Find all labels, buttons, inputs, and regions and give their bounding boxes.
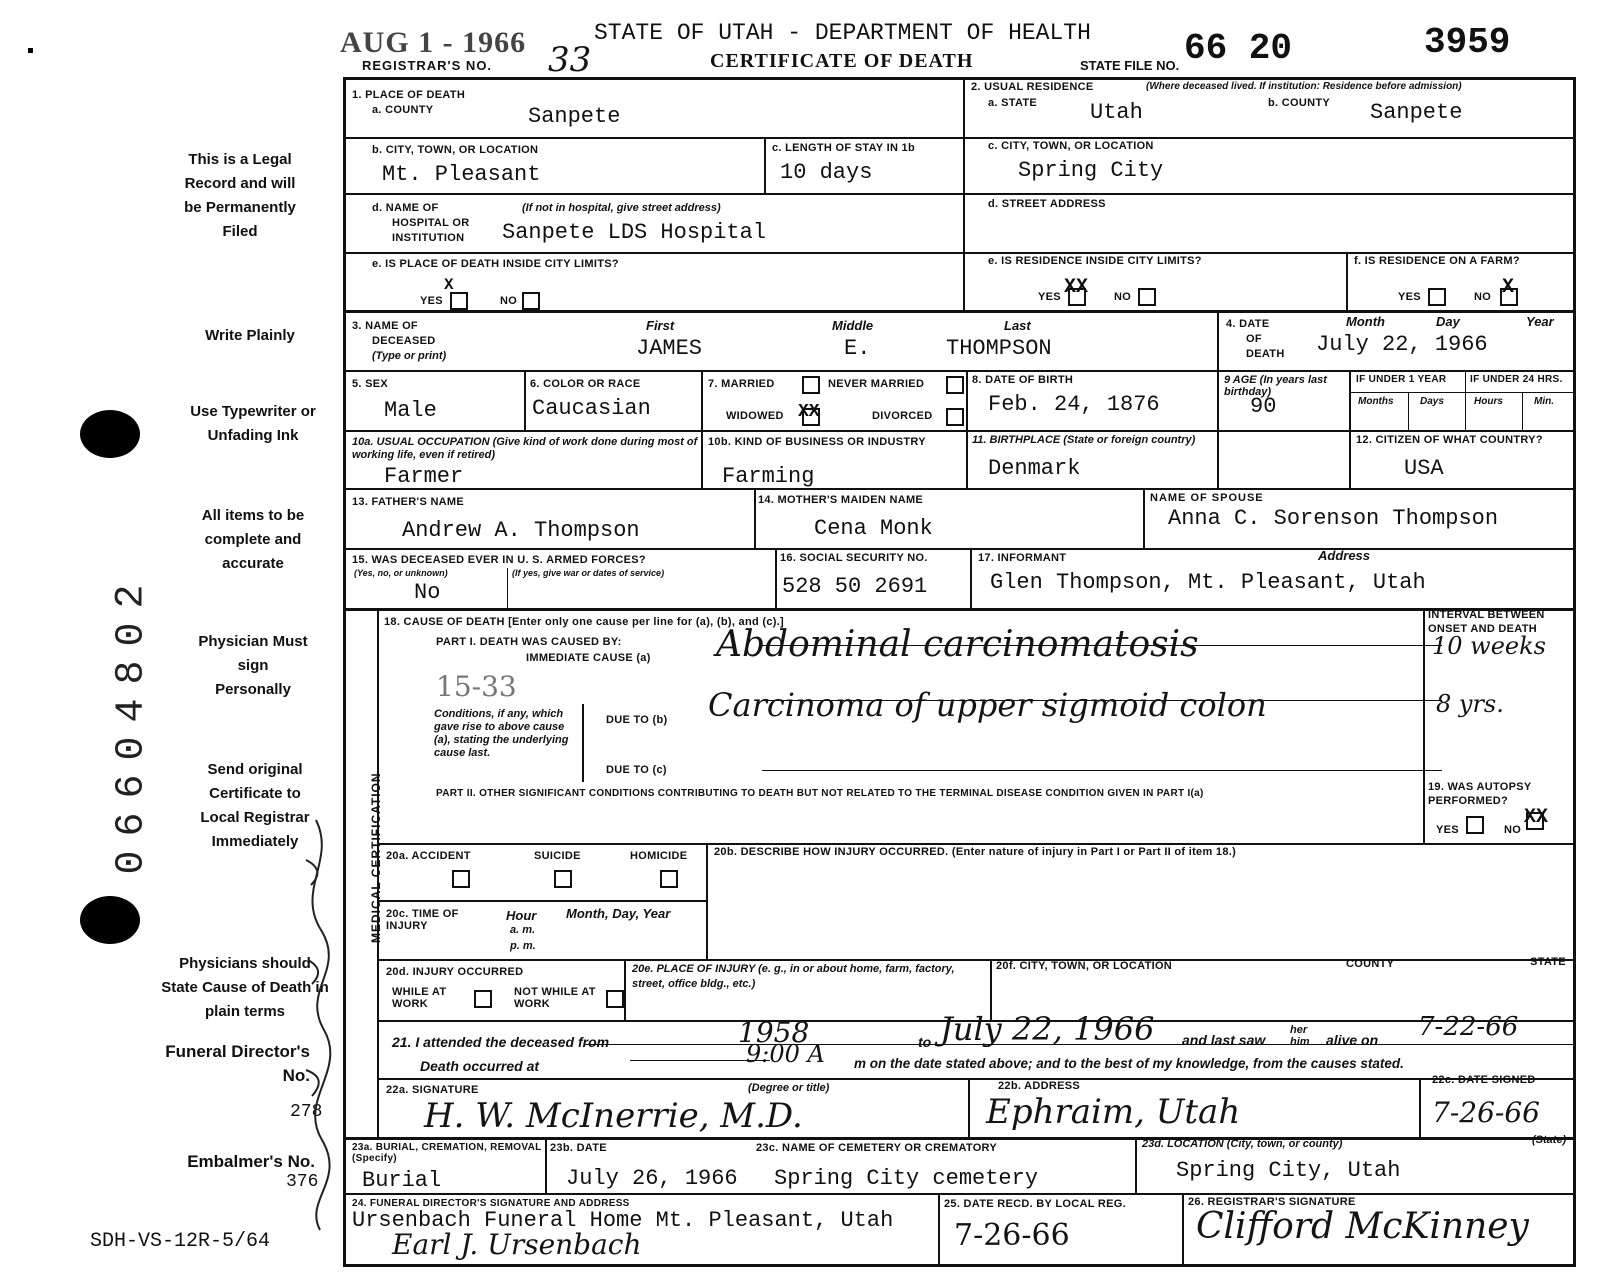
res-city-label: c. CITY, TOWN, OR LOCATION bbox=[988, 140, 1154, 152]
burial-date-label: 23b. DATE bbox=[550, 1142, 607, 1154]
embalmer-no: 376 bbox=[286, 1172, 319, 1192]
rule bbox=[346, 608, 1573, 611]
rule bbox=[1217, 312, 1219, 490]
name-label-b: DECEASED bbox=[372, 335, 436, 347]
homicide-label: HOMICIDE bbox=[630, 850, 688, 862]
date-signed: 7-26-66 bbox=[1432, 1096, 1540, 1129]
autopsy-label: 19. WAS AUTOPSY PERFORMED? bbox=[1428, 781, 1532, 807]
rule bbox=[378, 900, 706, 902]
business-label: 10b. KIND OF BUSINESS OR INDUSTRY bbox=[708, 436, 926, 448]
no-label: NO bbox=[1114, 291, 1132, 303]
hospital-label-a: d. NAME OF bbox=[372, 202, 439, 214]
place-city: Mt. Pleasant bbox=[382, 162, 541, 187]
immediate-cause: Abdominal carcinomatosis bbox=[716, 624, 1199, 665]
sex-label: 5. SEX bbox=[352, 378, 389, 390]
birth-label: 8. DATE OF BIRTH bbox=[972, 374, 1074, 386]
place-inside-yes-mark: X bbox=[444, 276, 454, 294]
spouse: Anna C. Sorenson Thompson bbox=[1168, 506, 1499, 531]
spouse-label: NAME OF SPOUSE bbox=[1150, 492, 1264, 504]
physicians-should-note: Physicians should State Cause of Death in plain terms bbox=[161, 955, 329, 1020]
location-label: 23d. LOCATION (City, town, or county) bbox=[1142, 1138, 1343, 1150]
rule bbox=[1522, 392, 1523, 430]
day-label: Day bbox=[1436, 314, 1460, 329]
father: Andrew A. Thompson bbox=[402, 518, 640, 543]
father-label: 13. FATHER'S NAME bbox=[352, 496, 465, 508]
res-city: Spring City bbox=[1018, 158, 1164, 183]
rule bbox=[764, 137, 766, 195]
county-label: a. COUNTY bbox=[372, 104, 434, 116]
interval-b: 8 yrs. bbox=[1436, 690, 1504, 718]
name-label-c: (Type or print) bbox=[372, 350, 447, 362]
age: 90 bbox=[1250, 394, 1277, 419]
rule bbox=[346, 1193, 1573, 1195]
part1-label: PART I. DEATH WAS CAUSED BY: bbox=[436, 636, 622, 648]
hospital-label-c: INSTITUTION bbox=[392, 232, 465, 244]
widowed-label: WIDOWED bbox=[726, 410, 784, 422]
funeral-label: 24. FUNERAL DIRECTOR'S SIGNATURE AND ADDRESS bbox=[352, 1198, 630, 1209]
registrar-no-label: REGISTRAR'S NO. bbox=[362, 58, 493, 73]
rule bbox=[346, 488, 1573, 490]
farm-yes-checkbox[interactable] bbox=[1428, 288, 1446, 306]
yes-label: YES bbox=[1436, 824, 1459, 836]
rule bbox=[1182, 1193, 1184, 1267]
physician-signature: H. W. McInerrie, M.D. bbox=[424, 1096, 803, 1136]
alive-date: 7-22-66 bbox=[1418, 1012, 1519, 1042]
place-inside-no-checkbox[interactable] bbox=[522, 292, 540, 310]
not-while-at-work-checkbox[interactable] bbox=[606, 990, 624, 1008]
rule bbox=[966, 370, 968, 490]
min-label: Min. bbox=[1534, 396, 1554, 407]
signature-label: 22a. SIGNATURE bbox=[386, 1084, 479, 1096]
year-label: Year bbox=[1526, 314, 1554, 329]
race: Caucasian bbox=[532, 396, 651, 421]
her-him-label: her him bbox=[1290, 1024, 1310, 1048]
accident-checkbox[interactable] bbox=[452, 870, 470, 888]
physician-note: Physician Must sign Personally bbox=[198, 633, 308, 698]
immediate-label: IMMEDIATE CAUSE (a) bbox=[526, 652, 651, 664]
rule bbox=[938, 1193, 940, 1267]
write-plainly-note: Write Plainly bbox=[205, 327, 295, 344]
city-label: b. CITY, TOWN, OR LOCATION bbox=[372, 144, 539, 156]
residence-label: 2. USUAL RESIDENCE bbox=[971, 81, 1094, 93]
burial: Burial bbox=[362, 1168, 442, 1193]
due-b-label: DUE TO (b) bbox=[606, 714, 668, 726]
while-at-label: WHILE AT WORK bbox=[392, 986, 447, 1010]
am-label: a. m. bbox=[510, 924, 536, 936]
res-county-label: b. COUNTY bbox=[1268, 97, 1330, 109]
funeral-signature: Earl J. Ursenbach bbox=[392, 1228, 642, 1261]
injury-county-label: COUNTY bbox=[1346, 958, 1395, 970]
certificate-title: CERTIFICATE OF DEATH bbox=[710, 50, 974, 72]
describe-label: 20b. DESCRIBE HOW INJURY OCCURRED. (Enter nature of injury in Part I or Part II of item 18.) bbox=[714, 846, 1237, 858]
place-of-death-label: 1. PLACE OF DEATH bbox=[352, 89, 466, 101]
date-label-a: 4. DATE bbox=[1226, 318, 1270, 330]
rule bbox=[545, 1137, 547, 1195]
suicide-label: SUICIDE bbox=[534, 850, 581, 862]
birthplace-label: 11. BIRTHPLACE (State or foreign country) bbox=[972, 434, 1196, 446]
conditions-note: Conditions, if any, which gave rise to above cause (a), stating the underlying cause last. bbox=[434, 708, 569, 759]
to-label: to bbox=[918, 1034, 932, 1050]
rule bbox=[1465, 370, 1466, 430]
no-label: NO bbox=[500, 295, 518, 307]
rule bbox=[1346, 252, 1348, 312]
rule bbox=[1423, 610, 1425, 845]
physician-address: Ephraim, Utah bbox=[986, 1092, 1241, 1132]
married-checkbox[interactable] bbox=[802, 376, 820, 394]
homicide-checkbox[interactable] bbox=[660, 870, 678, 888]
rule bbox=[706, 843, 708, 961]
pm-label: p. m. bbox=[510, 940, 536, 952]
address-label: Address bbox=[1318, 548, 1371, 563]
rule bbox=[378, 843, 1573, 845]
informant: Glen Thompson, Mt. Pleasant, Utah bbox=[990, 570, 1426, 595]
forces-hint-a: (Yes, no, or unknown) bbox=[354, 568, 448, 578]
citizen: USA bbox=[1404, 456, 1444, 481]
date-label-b: OF bbox=[1246, 333, 1262, 345]
accident-label: 20a. ACCIDENT bbox=[386, 850, 471, 862]
funeral-director-no: 278 bbox=[290, 1102, 323, 1122]
recd-date: 7-26-66 bbox=[954, 1218, 1070, 1253]
rule bbox=[775, 548, 777, 610]
not-while-label: NOT WHILE AT WORK bbox=[514, 986, 596, 1010]
cemetery-label: 23c. NAME OF CEMETERY OR CREMATORY bbox=[756, 1142, 998, 1154]
corner-mark bbox=[28, 48, 33, 53]
rule bbox=[346, 1137, 1573, 1140]
farm-no-mark: X bbox=[1502, 276, 1515, 299]
never-married-label: NEVER MARRIED bbox=[828, 378, 925, 390]
last-label: Last bbox=[1004, 318, 1031, 333]
stay-length: 10 days bbox=[780, 160, 873, 185]
rule bbox=[346, 310, 1573, 313]
age-label: 9 AGE (In years last birthday) bbox=[1224, 374, 1327, 398]
hospital: Sanpete LDS Hospital bbox=[502, 220, 767, 245]
business: Farming bbox=[722, 464, 815, 489]
hospital-hint: (If not in hospital, give street address) bbox=[522, 202, 721, 214]
ssn: 528 50 2691 bbox=[782, 574, 928, 599]
forces-label: 15. WAS DECEASED EVER IN U. S. ARMED FORCES? bbox=[352, 554, 646, 566]
yes-label: YES bbox=[1398, 291, 1421, 303]
funeral-home: Ursenbach Funeral Home Mt. Pleasant, Utah bbox=[352, 1208, 894, 1233]
registrar-sig-label: 26. REGISTRAR'S SIGNATURE bbox=[1188, 1196, 1356, 1208]
no-label: NO bbox=[1474, 291, 1492, 303]
rule bbox=[963, 79, 965, 312]
rule bbox=[346, 430, 1573, 432]
citizen-label: 12. CITIZEN OF WHAT COUNTRY? bbox=[1356, 434, 1543, 446]
rule bbox=[1143, 488, 1145, 550]
birth-date: Feb. 24, 1876 bbox=[988, 392, 1160, 417]
attended-label: 21. I attended the deceased from bbox=[392, 1034, 610, 1050]
street-label: d. STREET ADDRESS bbox=[988, 198, 1106, 210]
rule bbox=[346, 370, 1573, 372]
armed-forces: No bbox=[414, 580, 441, 605]
attended-to: July 22, 1966 bbox=[940, 1010, 1155, 1048]
first-name: JAMES bbox=[636, 336, 703, 361]
recd-label: 25. DATE RECD. BY LOCAL REG. bbox=[944, 1198, 1126, 1210]
rule bbox=[968, 1078, 970, 1140]
punch-hole-bottom bbox=[80, 896, 140, 944]
under-year-label: IF UNDER 1 YEAR bbox=[1356, 374, 1447, 385]
legal-record-note: This is a Legal Record and will be Permanently Filed bbox=[184, 151, 296, 240]
punch-hole-top bbox=[80, 410, 140, 458]
residence-hint: (Where deceased lived. If institution: Residence before admission) bbox=[1146, 81, 1462, 92]
last-saw-label: and last saw bbox=[1182, 1032, 1266, 1048]
race-label: 6. COLOR OR RACE bbox=[530, 378, 641, 390]
occupation-label: 10a. USUAL OCCUPATION (Give kind of work done during most of working life, even if retired) bbox=[352, 436, 698, 461]
occurred-label: 20d. INJURY OCCURRED bbox=[386, 966, 524, 978]
mdy-label: Month, Day, Year bbox=[566, 906, 671, 921]
place-county: Sanpete bbox=[528, 104, 621, 129]
autopsy-yes-checkbox[interactable] bbox=[1466, 816, 1484, 834]
farm-label: f. IS RESIDENCE ON A FARM? bbox=[1354, 255, 1520, 267]
cemetery: Spring City cemetery bbox=[774, 1166, 1039, 1191]
rule bbox=[378, 1078, 1573, 1080]
death-time: 9:00 A bbox=[746, 1040, 825, 1068]
registrar-no: 33 bbox=[548, 40, 592, 80]
res-inside-yes-mark: XX bbox=[1064, 276, 1089, 299]
burial-date: July 26, 1966 bbox=[566, 1166, 738, 1191]
rule bbox=[970, 548, 972, 610]
place-inside-yes-checkbox[interactable] bbox=[450, 292, 468, 310]
hours-label: Hours bbox=[1474, 396, 1503, 407]
suicide-checkbox[interactable] bbox=[554, 870, 572, 888]
no-label: NO bbox=[1504, 824, 1522, 836]
send-original-note: Send original Certificate to Local Registrar Immediately bbox=[200, 761, 310, 850]
date-label-c: DEATH bbox=[1246, 348, 1285, 360]
alive-on-label: alive on bbox=[1326, 1032, 1379, 1048]
months-label: Months bbox=[1358, 396, 1394, 407]
married-label: 7. MARRIED bbox=[708, 378, 775, 390]
code: 15-33 bbox=[436, 670, 517, 703]
medical-certification-label: MEDICAL CERTIFICATION bbox=[369, 772, 383, 943]
mother-label: 14. MOTHER'S MAIDEN NAME bbox=[758, 494, 924, 506]
attended-from: 1958 bbox=[738, 1016, 810, 1049]
rule bbox=[762, 770, 1442, 771]
rule bbox=[1135, 1137, 1137, 1195]
injury-state-label: STATE bbox=[1530, 956, 1566, 968]
occupation: Farmer bbox=[384, 464, 464, 489]
informant-label: 17. INFORMANT bbox=[978, 552, 1067, 564]
degree-label: (Degree or title) bbox=[748, 1082, 830, 1094]
inside-limits-label: e. IS PLACE OF DEATH INSIDE CITY LIMITS? bbox=[372, 258, 619, 270]
widowed-mark: XX bbox=[798, 402, 820, 422]
month-label: Month bbox=[1346, 314, 1385, 329]
rule bbox=[524, 370, 526, 430]
typewriter-note: Use Typewriter or Unfading Ink bbox=[190, 403, 316, 444]
birthplace: Denmark bbox=[988, 456, 1081, 481]
time-injury-label: 20c. TIME OF INJURY bbox=[386, 908, 459, 932]
embalmer-no-label: Embalmer's No. bbox=[187, 1152, 315, 1171]
due-b-cause: Carcinoma of upper sigmoid colon bbox=[708, 686, 1267, 724]
rule bbox=[346, 548, 1573, 550]
divorced-label: DIVORCED bbox=[872, 410, 933, 422]
hour-label: Hour bbox=[506, 908, 537, 923]
funeral-director-no-label: Funeral Director's No. bbox=[165, 1042, 310, 1085]
vertical-number: 06604802 bbox=[109, 570, 155, 875]
cause-label: 18. CAUSE OF DEATH [Enter only one cause per line for (a), (b), and (c).] bbox=[384, 616, 785, 628]
res-state-label: a. STATE bbox=[988, 97, 1038, 109]
burial-location: Spring City, Utah bbox=[1176, 1158, 1401, 1183]
rule bbox=[346, 193, 1573, 195]
death-occurred-label: Death occurred at bbox=[420, 1058, 540, 1074]
res-state: Utah bbox=[1090, 100, 1143, 125]
margin-signature bbox=[286, 800, 346, 1240]
res-inside-no-checkbox[interactable] bbox=[1138, 288, 1156, 306]
rule bbox=[1349, 370, 1351, 490]
date-signed-label: 22c. DATE SIGNED bbox=[1432, 1074, 1536, 1086]
hospital-label-b: HOSPITAL OR bbox=[392, 217, 470, 229]
middle-label: Middle bbox=[832, 318, 874, 333]
physician-address-label: 22b. ADDRESS bbox=[998, 1080, 1081, 1092]
rule bbox=[754, 488, 756, 550]
burial-label: 23a. BURIAL, CREMATION, REMOVAL (Specify) bbox=[352, 1142, 542, 1164]
res-county: Sanpete bbox=[1370, 100, 1463, 125]
rule bbox=[701, 370, 703, 490]
due-c-label: DUE TO (c) bbox=[606, 764, 667, 776]
state-line: STATE OF UTAH - DEPARTMENT OF HEALTH bbox=[594, 20, 1091, 46]
form-code: SDH-VS-12R-5/64 bbox=[90, 1230, 271, 1253]
rule bbox=[624, 959, 626, 1022]
first-label: First bbox=[646, 318, 675, 333]
yes-label: YES bbox=[1038, 291, 1061, 303]
date-of-death: July 22, 1966 bbox=[1316, 332, 1488, 357]
mother: Cena Monk bbox=[814, 516, 933, 541]
rule bbox=[346, 137, 1573, 139]
rule bbox=[346, 252, 1573, 254]
autopsy-no-mark: XX bbox=[1524, 806, 1549, 829]
divorced-checkbox[interactable] bbox=[946, 408, 964, 426]
conditions-brace bbox=[582, 704, 592, 782]
state-label: (State) bbox=[1532, 1134, 1567, 1146]
rule bbox=[507, 568, 508, 610]
never-married-checkbox[interactable] bbox=[946, 376, 964, 394]
middle-name: E. bbox=[844, 336, 871, 361]
rule bbox=[1408, 392, 1409, 430]
injury-city-label: 20f. CITY, TOWN, OR LOCATION bbox=[996, 960, 1173, 972]
forces-hint-b: (If yes, give war or dates of service) bbox=[512, 568, 665, 578]
name-label-a: 3. NAME OF bbox=[352, 320, 418, 332]
rule bbox=[1349, 392, 1573, 393]
res-inside-label: e. IS RESIDENCE INSIDE CITY LIMITS? bbox=[988, 255, 1202, 267]
sex: Male bbox=[384, 398, 437, 423]
place-injury-label: 20e. PLACE OF INJURY (e. g., in or about home, farm, factory, street, office bldg., etc.) bbox=[632, 963, 955, 990]
interval-a: 10 weeks bbox=[1432, 632, 1546, 660]
while-at-work-checkbox[interactable] bbox=[474, 990, 492, 1008]
state-file-label: STATE FILE NO. bbox=[1080, 58, 1180, 73]
yes-label: YES bbox=[420, 295, 443, 307]
part2-label: PART II. OTHER SIGNIFICANT CONDITIONS CONTRIBUTING TO DEATH BUT NOT RELATED TO THE TERMINAL DISEASE CONDITION GIVEN IN PART I(a) bbox=[436, 788, 1204, 799]
registrar-signature: Clifford McKinney bbox=[1196, 1206, 1529, 1247]
last-name: THOMPSON bbox=[946, 336, 1052, 361]
under-day-label: IF UNDER 24 HRS. bbox=[1470, 374, 1563, 385]
complete-note: All items to be complete and accurate bbox=[201, 507, 305, 572]
ssn-label: 16. SOCIAL SECURITY NO. bbox=[780, 552, 928, 564]
stay-label: c. LENGTH OF STAY IN 1b bbox=[772, 142, 915, 154]
interval-label: INTERVAL BETWEEN ONSET AND DEATH bbox=[1428, 609, 1545, 635]
days-label: Days bbox=[1420, 396, 1444, 407]
stamp-date: AUG 1 - 1966 bbox=[340, 26, 527, 59]
rule bbox=[1419, 1078, 1421, 1140]
state-file-no-a: 66 20 bbox=[1184, 28, 1293, 69]
state-file-no-b: 3959 bbox=[1424, 22, 1511, 63]
attest-line2: m on the date stated above; and to the best of my knowledge, from the causes stated. bbox=[854, 1056, 1404, 1071]
